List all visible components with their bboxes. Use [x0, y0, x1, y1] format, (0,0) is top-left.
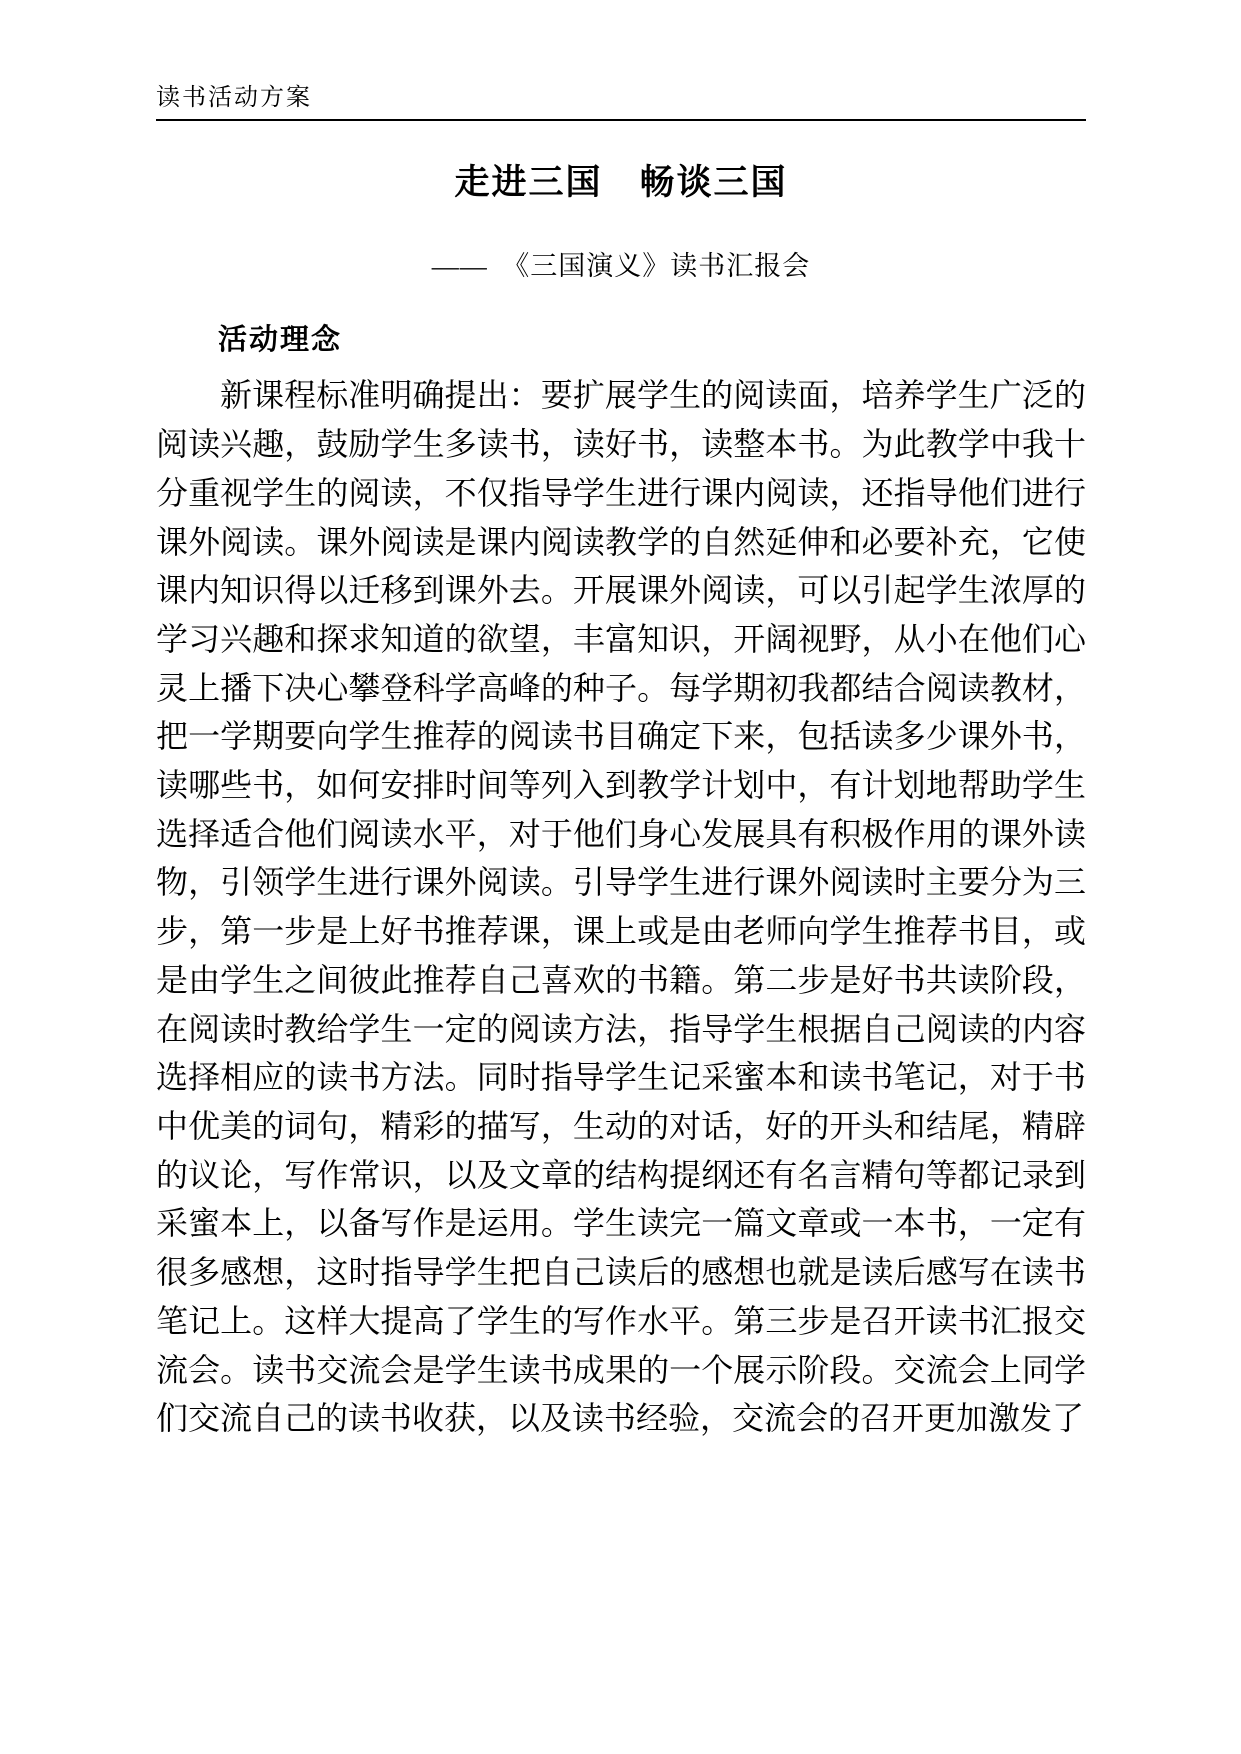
document-subtitle: —— 《三国演义》读书汇报会	[431, 251, 811, 282]
document-title: 走进三国 畅谈三国	[454, 162, 788, 202]
section-heading-activity-concept: 活动理念	[218, 324, 343, 357]
page-content	[156, 0, 1086, 1443]
document-header: 读书活动方案	[156, 85, 312, 111]
header-rule	[156, 119, 1086, 121]
body-paragraph: 新课程标准明确提出：要扩展学生的阅读面，培养学生广泛的阅读兴趣，鼓励学生多读书，读好书，读整本书。为此教学中我十分重视学生的阅读，不仅指导学生进行课内阅读，还指导他们进行课外阅读。课外阅读是课内阅读教学的自然延伸和必要补充，它使课内知识得以迁移到课外去。开展课外阅读，可以引起学生浓厚的学习兴趣和探求知道的欲望，丰富知识，开阔视野，从小在他们心灵上播下决心攀登科学高峰的种子。每学期初我都结合阅读教材，把一学期要向学生推荐的阅读书目确定下来，包括读多少课外书，读哪些书，如何安排时间等列入到教学计划中，有计划地帮助学生选择适合他们阅读水平，对于他们身心发展具有积极作用的课外读物，引领学生进行课外阅读。引导学生进行课外阅读时主要分为三步，第一步是上好书推荐课，课上或是由老师向学生推荐书目，或是由学生之间彼此推荐自己喜欢的书籍。第二步是好书共读阶段，在阅读时教给学生一定的阅读方法，指导学生根据自己阅读的内容选择相应的读书方法。同时指导学生记采蜜本和读书笔记，对于书中优美的词句，精彩的描写，生动的对话，好的开头和结尾，精辟的议论，写作常识，以及文章的结构提纲还有名言精句等都记录到采蜜本上，以备写作是运用。学生读完一篇文章或一本书，一定有很多感想，这时指导学生把自己读后的感想也就是读后感写在读书笔记上。这样大提高了学生的写作水平。第三步是召开读书汇报交流会。读书交流会是学生读书成果的一个展示阶段。交流会上同学们交流自己的读书收获，以及读书经验，交流会的召开更加激发了	[156, 377, 1086, 1437]
